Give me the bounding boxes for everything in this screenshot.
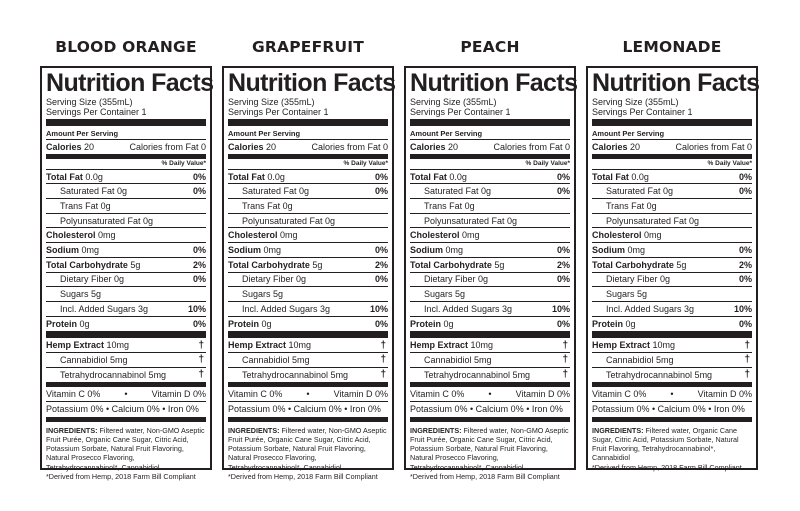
polyunsaturated-fat-row <box>410 214 570 229</box>
protein-row <box>410 317 570 332</box>
added-sugars-dv: 10% <box>551 303 570 314</box>
carbohydrate-dv: 2% <box>192 259 206 270</box>
divider-thick <box>410 331 570 338</box>
ingredients-text: Filtered water, Non-GMO Aseptic Fruit Purée, Organic Cane Sugar, Citric Acid, Potassium Sorbate, Natural Fruit Flavoring, Natural Prosecco Flavoring, Tetrahydrocannabinol*, Cannabidiol <box>410 425 569 472</box>
sugars-row <box>46 287 206 302</box>
total-fat-dv: 0% <box>738 171 752 182</box>
sodium-label: Sodium <box>410 244 443 255</box>
protein-value: 0g <box>261 318 272 329</box>
minerals: Potassium 0% • Calcium 0% • Iron 0% <box>410 404 563 415</box>
ingredients-text: Filtered water, Non-GMO Aseptic Fruit Purée, Organic Cane Sugar, Citric Acid, Potassium Sorbate, Natural Fruit Flavoring, Natural Prosecco Flavoring, Tetrahydrocannabinol*, Cannabidiol <box>46 425 205 472</box>
nutrition-facts-panel <box>404 66 578 481</box>
minerals-row <box>410 402 570 417</box>
flavor-name: LEMONADE <box>622 38 722 56</box>
added-sugars-dv: 10% <box>369 303 388 314</box>
dagger-mark: † <box>380 354 386 366</box>
sodium-value: 0mg <box>263 244 282 255</box>
dietary-fiber-dv: 0% <box>374 274 388 285</box>
sodium-value: 0mg <box>627 244 646 255</box>
total-fat-label: Total Fat <box>410 171 447 182</box>
serving-size: Serving Size (355mL) <box>592 97 679 107</box>
protein-value: 0g <box>625 318 636 329</box>
hemp-extract-row <box>592 338 752 353</box>
bullet: • <box>306 389 310 400</box>
total-fat-row <box>46 170 206 185</box>
calories-from-fat: Calories from Fat 0 <box>675 141 752 152</box>
saturated-fat-dv: 0% <box>374 186 388 197</box>
saturated-fat-row <box>228 184 388 199</box>
dietary-fiber: Dietary Fiber 0g <box>60 274 125 285</box>
dagger-mark: † <box>562 354 568 366</box>
carbohydrate-value: 5g <box>130 259 141 270</box>
sugars-row <box>410 287 570 302</box>
ingredients-label: INGREDIENTS: <box>46 425 98 435</box>
servings-per-container: Servings Per Container 1 <box>46 107 147 117</box>
calories-label: Calories <box>46 141 82 152</box>
amount-per-serving: Amount Per Serving <box>592 129 665 138</box>
polyunsaturated-fat: Polyunsaturated Fat 0g <box>60 215 154 226</box>
dietary-fiber: Dietary Fiber 0g <box>424 274 489 285</box>
added-sugars: Incl. Added Sugars 3g <box>606 303 695 314</box>
servings-per-container: Servings Per Container 1 <box>592 107 693 117</box>
calories-label: Calories <box>228 141 264 152</box>
added-sugars-dv: 10% <box>733 303 752 314</box>
bullet: • <box>670 389 674 400</box>
calories <box>410 142 458 152</box>
ingredients-text: Filtered water, Organic Cane Sugar, Citric Acid, Potassium Sorbate, Natural Fruit Flavoring, Tetrahydrocannabinol*, Cannabidiol <box>592 425 739 463</box>
serving-size: Serving Size (355mL) <box>410 97 497 107</box>
calories-row <box>592 139 752 154</box>
added-sugars: Incl. Added Sugars 3g <box>424 303 513 314</box>
bullet: • <box>124 389 128 400</box>
sugars-row <box>228 287 388 302</box>
polyunsaturated-fat: Polyunsaturated Fat 0g <box>242 215 336 226</box>
carbohydrate-value: 5g <box>494 259 505 270</box>
ingredients <box>228 426 388 481</box>
hemp-extract-label: Hemp Extract <box>46 340 105 351</box>
dagger-mark: † <box>744 354 750 366</box>
trans-fat-row <box>410 199 570 214</box>
protein-label: Protein <box>46 318 78 329</box>
nutrition-facts-panel <box>586 66 758 470</box>
carbohydrate-value: 5g <box>312 259 323 270</box>
bullet: • <box>488 389 492 400</box>
trans-fat: Trans Fat 0g <box>242 200 293 211</box>
cholesterol-row <box>410 228 570 243</box>
thc-row <box>46 368 206 383</box>
saturated-fat: Saturated Fat 0g <box>60 186 128 197</box>
sodium-value: 0mg <box>81 244 100 255</box>
protein-label: Protein <box>592 318 624 329</box>
saturated-fat: Saturated Fat 0g <box>242 186 310 197</box>
dagger-mark: † <box>744 339 750 351</box>
protein-row <box>592 317 752 332</box>
saturated-fat-row <box>592 184 752 199</box>
total-fat-value: 0.0g <box>267 171 285 182</box>
carbohydrate-value: 5g <box>676 259 687 270</box>
sodium-row <box>592 243 752 258</box>
amount-per-serving: Amount Per Serving <box>410 129 483 138</box>
sugars: Sugars 5g <box>60 289 102 300</box>
carbohydrate-label: Total Carbohydrate <box>592 259 674 270</box>
total-fat-row <box>592 170 752 185</box>
carbohydrate-row <box>410 258 570 273</box>
carbohydrate-label: Total Carbohydrate <box>410 259 492 270</box>
protein-label: Protein <box>228 318 260 329</box>
vitamins-row <box>228 387 388 402</box>
dagger-mark: † <box>198 369 204 381</box>
flavor-name: GRAPEFRUIT <box>251 38 365 56</box>
calories-value: 20 <box>266 141 277 152</box>
total-fat-dv: 0% <box>374 171 388 182</box>
divider-thick <box>46 119 206 126</box>
carbohydrate-dv: 2% <box>556 259 570 270</box>
ingredients <box>46 426 206 481</box>
dagger-mark: † <box>198 354 204 366</box>
divider-thick <box>592 119 752 126</box>
cholesterol-row <box>46 228 206 243</box>
cannabidiol: Cannabidiol 5mg <box>60 354 128 365</box>
added-sugars: Incl. Added Sugars 3g <box>242 303 331 314</box>
carbohydrate-row <box>46 258 206 273</box>
vitamin-d: Vitamin D 0% <box>515 389 570 400</box>
cannabidiol-row <box>46 353 206 368</box>
polyunsaturated-fat: Polyunsaturated Fat 0g <box>424 215 518 226</box>
saturated-fat-row <box>410 184 570 199</box>
tetrahydrocannabinol: Tetrahydrocannabinol 5mg <box>60 369 167 380</box>
saturated-fat-dv: 0% <box>738 186 752 197</box>
ingredients-text: Filtered water, Non-GMO Aseptic Fruit Purée, Organic Cane Sugar, Citric Acid, Potassium Sorbate, Natural Fruit Flavoring, Natural Prosecco Flavoring, Tetrahydrocannabinol*, Cannabidiol <box>228 425 387 472</box>
hemp-footnote: *Derived from Hemp, 2018 Farm Bill Compliant <box>410 471 560 481</box>
dagger-mark: † <box>744 369 750 381</box>
dietary-fiber-dv: 0% <box>556 274 570 285</box>
nutrition-facts-title: Nutrition Facts <box>228 69 396 97</box>
added-sugars-row <box>228 302 388 317</box>
daily-value-header: % Daily Value* <box>592 159 752 170</box>
sodium-row <box>228 243 388 258</box>
added-sugars-row <box>410 302 570 317</box>
saturated-fat-dv: 0% <box>556 186 570 197</box>
total-fat-label: Total Fat <box>46 171 83 182</box>
saturated-fat-row <box>46 184 206 199</box>
tetrahydrocannabinol: Tetrahydrocannabinol 5mg <box>242 369 349 380</box>
total-fat-label: Total Fat <box>228 171 265 182</box>
hemp-extract-row <box>410 338 570 353</box>
total-fat-dv: 0% <box>192 171 206 182</box>
cannabidiol: Cannabidiol 5mg <box>606 354 674 365</box>
vitamin-c: Vitamin C 0% <box>46 389 101 400</box>
carbohydrate-dv: 2% <box>374 259 388 270</box>
protein-dv: 0% <box>738 318 752 329</box>
vitamins-row <box>592 387 752 402</box>
saturated-fat-dv: 0% <box>192 186 206 197</box>
cannabidiol-row <box>410 353 570 368</box>
hemp-extract-value: 10mg <box>652 340 676 351</box>
sodium-row <box>410 243 570 258</box>
protein-value: 0g <box>79 318 90 329</box>
amount-per-serving: Amount Per Serving <box>228 129 301 138</box>
dietary-fiber-row <box>46 273 206 288</box>
total-fat-dv: 0% <box>556 171 570 182</box>
cannabidiol-row <box>592 353 752 368</box>
total-fat-value: 0.0g <box>449 171 467 182</box>
protein-label: Protein <box>410 318 442 329</box>
hemp-extract-label: Hemp Extract <box>410 340 469 351</box>
calories <box>592 142 640 152</box>
minerals: Potassium 0% • Calcium 0% • Iron 0% <box>46 404 199 415</box>
cholesterol-value: 0mg <box>644 230 662 241</box>
vitamins-row <box>46 387 206 402</box>
calories-label: Calories <box>592 141 628 152</box>
carbohydrate-dv: 2% <box>738 259 752 270</box>
vitamin-d: Vitamin D 0% <box>333 389 388 400</box>
sugars: Sugars 5g <box>242 289 284 300</box>
divider-thick <box>410 119 570 126</box>
saturated-fat: Saturated Fat 0g <box>424 186 492 197</box>
ingredients <box>410 426 570 481</box>
dagger-mark: † <box>562 369 568 381</box>
sodium-dv: 0% <box>374 244 388 255</box>
sodium-label: Sodium <box>228 244 261 255</box>
cholesterol-label: Cholesterol <box>410 230 460 241</box>
calories-from-fat: Calories from Fat 0 <box>311 141 388 152</box>
dagger-mark: † <box>380 339 386 351</box>
calories-label: Calories <box>410 141 446 152</box>
calories-row <box>410 139 570 154</box>
hemp-extract-row <box>228 338 388 353</box>
dagger-mark: † <box>380 369 386 381</box>
hemp-footnote: *Derived from Hemp, 2018 Farm Bill Compliant <box>46 471 196 481</box>
vitamin-c: Vitamin C 0% <box>228 389 283 400</box>
nutrition-facts-title: Nutrition Facts <box>410 69 578 97</box>
trans-fat: Trans Fat 0g <box>60 200 111 211</box>
calories-from-fat: Calories from Fat 0 <box>493 141 570 152</box>
divider-thick <box>592 331 752 338</box>
protein-row <box>46 317 206 332</box>
polyunsaturated-fat-row <box>228 214 388 229</box>
ingredients <box>592 426 752 472</box>
total-fat-value: 0.0g <box>631 171 649 182</box>
hemp-footnote: *Derived from Hemp, 2018 Farm Bill Compliant <box>228 471 378 481</box>
dietary-fiber-row <box>410 273 570 288</box>
trans-fat: Trans Fat 0g <box>606 200 657 211</box>
nutrition-facts-panel <box>40 66 214 481</box>
hemp-footnote: *Derived from Hemp, 2018 Farm Bill Compliant <box>592 462 742 472</box>
tetrahydrocannabinol: Tetrahydrocannabinol 5mg <box>606 369 713 380</box>
hemp-extract-label: Hemp Extract <box>592 340 651 351</box>
daily-value-header: % Daily Value* <box>46 159 206 170</box>
protein-dv: 0% <box>556 318 570 329</box>
calories-value: 20 <box>630 141 641 152</box>
added-sugars-row <box>46 302 206 317</box>
cholesterol-value: 0mg <box>280 230 298 241</box>
divider-thick <box>228 119 388 126</box>
calories-value: 20 <box>84 141 95 152</box>
protein-dv: 0% <box>374 318 388 329</box>
sugars-row <box>592 287 752 302</box>
daily-value-header: % Daily Value* <box>228 159 388 170</box>
total-fat-row <box>410 170 570 185</box>
cannabidiol-row <box>228 353 388 368</box>
nutrition-facts-panel <box>222 66 396 481</box>
sugars: Sugars 5g <box>424 289 466 300</box>
hemp-extract-row <box>46 338 206 353</box>
nutrition-facts-title: Nutrition Facts <box>592 69 760 97</box>
nutrition-facts-title: Nutrition Facts <box>46 69 214 97</box>
calories <box>46 142 94 152</box>
total-fat-label: Total Fat <box>592 171 629 182</box>
protein-value: 0g <box>443 318 454 329</box>
cannabidiol: Cannabidiol 5mg <box>424 354 492 365</box>
total-fat-row <box>228 170 388 185</box>
flavor-name: BLOOD ORANGE <box>55 38 197 56</box>
added-sugars-dv: 10% <box>187 303 206 314</box>
ingredients-label: INGREDIENTS: <box>592 425 644 435</box>
minerals-row <box>46 402 206 417</box>
serving-size: Serving Size (355mL) <box>46 97 133 107</box>
sodium-dv: 0% <box>556 244 570 255</box>
protein-dv: 0% <box>192 318 206 329</box>
sodium-dv: 0% <box>192 244 206 255</box>
trans-fat-row <box>228 199 388 214</box>
divider-medium <box>46 417 206 422</box>
minerals-row <box>228 402 388 417</box>
calories-from-fat: Calories from Fat 0 <box>129 141 206 152</box>
vitamin-d: Vitamin D 0% <box>151 389 206 400</box>
calories-row <box>46 139 206 154</box>
amount-per-serving: Amount Per Serving <box>46 129 119 138</box>
trans-fat: Trans Fat 0g <box>424 200 475 211</box>
ingredients-label: INGREDIENTS: <box>228 425 280 435</box>
divider-medium <box>592 417 752 422</box>
polyunsaturated-fat-row <box>592 214 752 229</box>
vitamins-row <box>410 387 570 402</box>
vitamin-d: Vitamin D 0% <box>697 389 752 400</box>
dietary-fiber-dv: 0% <box>738 274 752 285</box>
daily-value-header: % Daily Value* <box>410 159 570 170</box>
sodium-value: 0mg <box>445 244 464 255</box>
thc-row <box>228 368 388 383</box>
servings-per-container: Servings Per Container 1 <box>228 107 329 117</box>
polyunsaturated-fat: Polyunsaturated Fat 0g <box>606 215 700 226</box>
hemp-extract-value: 10mg <box>106 340 130 351</box>
cholesterol-label: Cholesterol <box>46 230 96 241</box>
ingredients-label: INGREDIENTS: <box>410 425 462 435</box>
minerals-row <box>592 402 752 417</box>
divider-medium <box>228 417 388 422</box>
protein-row <box>228 317 388 332</box>
cholesterol-label: Cholesterol <box>228 230 278 241</box>
cholesterol-value: 0mg <box>98 230 116 241</box>
cholesterol-label: Cholesterol <box>592 230 642 241</box>
carbohydrate-label: Total Carbohydrate <box>228 259 310 270</box>
trans-fat-row <box>592 199 752 214</box>
cholesterol-row <box>592 228 752 243</box>
carbohydrate-row <box>592 258 752 273</box>
calories-value: 20 <box>448 141 459 152</box>
dietary-fiber-dv: 0% <box>192 274 206 285</box>
total-fat-value: 0.0g <box>85 171 103 182</box>
serving-size: Serving Size (355mL) <box>228 97 315 107</box>
calories <box>228 142 276 152</box>
dietary-fiber-row <box>592 273 752 288</box>
trans-fat-row <box>46 199 206 214</box>
divider-medium <box>410 417 570 422</box>
calories-row <box>228 139 388 154</box>
added-sugars: Incl. Added Sugars 3g <box>60 303 149 314</box>
sodium-label: Sodium <box>592 244 625 255</box>
divider-thick <box>228 331 388 338</box>
divider-thick <box>46 331 206 338</box>
vitamin-c: Vitamin C 0% <box>410 389 465 400</box>
sodium-dv: 0% <box>738 244 752 255</box>
cholesterol-row <box>228 228 388 243</box>
tetrahydrocannabinol: Tetrahydrocannabinol 5mg <box>424 369 531 380</box>
hemp-extract-value: 10mg <box>288 340 312 351</box>
servings-per-container: Servings Per Container 1 <box>410 107 511 117</box>
cannabidiol: Cannabidiol 5mg <box>242 354 310 365</box>
hemp-extract-label: Hemp Extract <box>228 340 287 351</box>
added-sugars-row <box>592 302 752 317</box>
dagger-mark: † <box>562 339 568 351</box>
dietary-fiber: Dietary Fiber 0g <box>242 274 307 285</box>
sugars: Sugars 5g <box>606 289 648 300</box>
thc-row <box>592 368 752 383</box>
dagger-mark: † <box>198 339 204 351</box>
flavor-name: PEACH <box>460 38 520 56</box>
cholesterol-value: 0mg <box>462 230 480 241</box>
hemp-extract-value: 10mg <box>470 340 494 351</box>
thc-row <box>410 368 570 383</box>
dietary-fiber: Dietary Fiber 0g <box>606 274 671 285</box>
carbohydrate-label: Total Carbohydrate <box>46 259 128 270</box>
sodium-row <box>46 243 206 258</box>
minerals: Potassium 0% • Calcium 0% • Iron 0% <box>228 404 381 415</box>
vitamin-c: Vitamin C 0% <box>592 389 647 400</box>
polyunsaturated-fat-row <box>46 214 206 229</box>
carbohydrate-row <box>228 258 388 273</box>
saturated-fat: Saturated Fat 0g <box>606 186 674 197</box>
minerals: Potassium 0% • Calcium 0% • Iron 0% <box>592 404 745 415</box>
sodium-label: Sodium <box>46 244 79 255</box>
dietary-fiber-row <box>228 273 388 288</box>
